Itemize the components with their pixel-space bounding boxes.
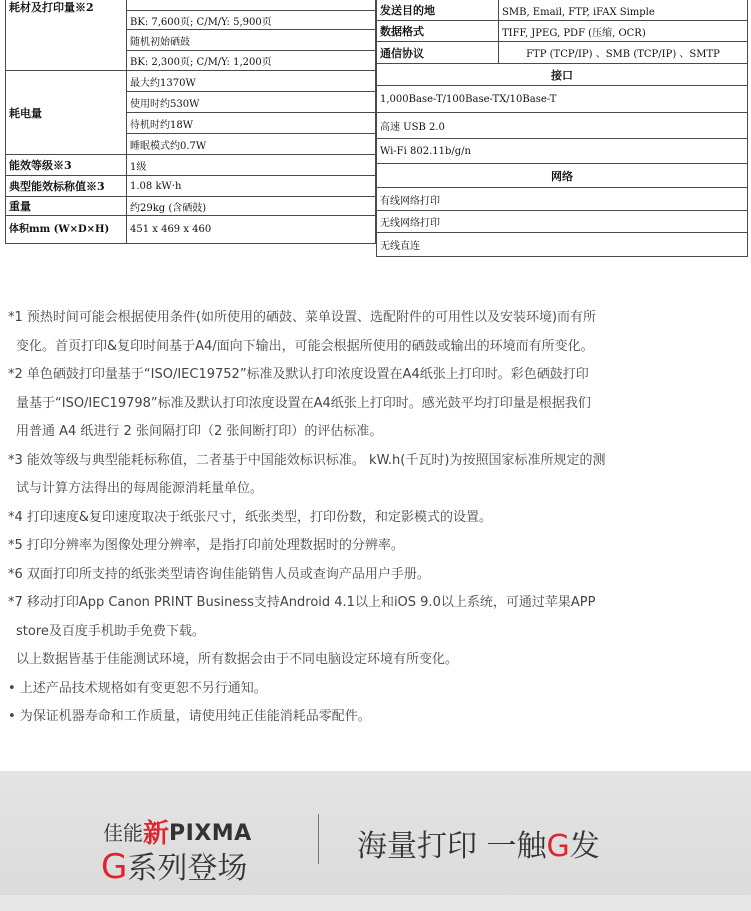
consumables-row: BK: 2,300页; C/M/Y: 1,200页: [127, 51, 376, 71]
banner-bottom-strip: [0, 895, 751, 911]
promo-banner: [0, 771, 751, 911]
disclaimer-bullet: • 上述产品技术规格如有变更恕不另行通知。: [8, 680, 267, 696]
brand-logo: [101, 807, 303, 887]
efficiency-value: 1级: [127, 155, 376, 176]
format-label: 数据格式: [377, 21, 499, 42]
banner-slogan: 海量打印 一触G发: [357, 829, 600, 864]
destination-value: SMB, Email, FTP, iFAX Simple: [499, 0, 748, 21]
consumables-label: 耗材及打印量※2: [6, 0, 127, 71]
consumables-row: 随机初始硒鼓: [127, 30, 376, 51]
footnote-3: *3 能效等级与典型能耗标称值，二者基于中国能效标识标准。 kW.h(千瓦时)为按照国家标准所规定的测 试与计算方法得出的每周能源消耗量单位。: [8, 452, 606, 496]
network-row: 无线网络打印: [377, 211, 748, 233]
power-row: 待机时约18W: [127, 113, 376, 134]
power-label: 耗电量: [6, 71, 127, 155]
brand-g: G: [101, 847, 128, 887]
footnote-1: *1 预热时间可能会根据使用条件(如所使用的硒鼓、菜单设置、选配附件的可用性以及安装环境)而有所 变化。首页打印&复印时间基于A4/面向下输出，可能会根据所使用的硒鼓或输出的环境而有所变化。: [8, 310, 597, 354]
brand-pixma: PIXMA: [169, 821, 252, 846]
power-row: 使用时约530W: [127, 92, 376, 113]
interface-row: 高速 USB 2.0: [377, 113, 748, 139]
weight-value: 约29kg (含硒鼓): [127, 197, 376, 216]
network-row: 无线直连: [377, 233, 748, 257]
brand-series: 系列登场: [127, 851, 248, 886]
power-row: 最大约1370W: [127, 71, 376, 92]
spec-table: [0, 0, 751, 263]
interface-row: 1,000Base-T/100Base-TX/10Base-T: [377, 86, 748, 113]
interface-header: 接口: [377, 64, 748, 86]
dimensions-label: 体积mm (W×D×H): [6, 216, 127, 244]
protocol-label: 通信协议: [377, 42, 499, 64]
footnote-general: 以上数据皆基于佳能测试环境，所有数据会由于不同电脑设定环境有所变化。: [16, 652, 459, 667]
dimensions-value: 451 x 469 x 460: [127, 216, 376, 244]
footnote-5: *5 打印分辨率为图像处理分辨率，是指打印前处理数据时的分辨率。: [8, 538, 404, 553]
weight-label: 重量: [6, 197, 127, 216]
footnote-4: *4 打印速度&复印速度取决于纸张尺寸，纸张类型，打印份数，和定影模式的设置。: [8, 509, 493, 525]
network-row: 有线网络打印: [377, 188, 748, 211]
format-value: TIFF, JPEG, PDF (压缩, OCR): [499, 21, 748, 42]
banner-divider: [318, 814, 319, 864]
footnote-6: *6 双面打印所支持的纸张类型请咨询佳能销售人员或查询产品用户手册。: [8, 566, 430, 582]
tec-label: 典型能效标称值※3: [6, 176, 127, 197]
network-header: 网络: [377, 164, 748, 188]
brand-new: 新: [143, 819, 170, 849]
destination-label: 发送目的地: [377, 0, 499, 21]
tec-value: 1.08 kW·h: [127, 176, 376, 197]
brand-prefix: 佳能: [103, 821, 143, 845]
interface-row: Wi-Fi 802.11b/g/n: [377, 139, 748, 164]
power-row: 睡眠模式约0.7W: [127, 134, 376, 155]
footnotes: [8, 304, 744, 732]
efficiency-label: 能效等级※3: [6, 155, 127, 176]
spec-table-right: [376, 0, 748, 257]
consumables-row: BK: 7,600页; C/M/Y: 5,900页: [127, 11, 376, 30]
spec-table-left: [5, 0, 376, 244]
footnote-7: *7 移动打印App Canon PRINT Business支持Android 4.1以上和iOS 9.0以上系统，可通过苹果APP store及百度手机助手免费下载。: [8, 595, 596, 639]
footnote-2: *2 单色硒鼓打印量基于“ISO/IEC19752”标准及默认打印浓度设置在A4纸张上打印时。彩色硒鼓打印 量基于“ISO/IEC19798”标准及默认打印浓度设置在A4纸张上打印时。感光鼓平均打印量是根据我们 用普通 A4 纸进行 2 张间隔打印（2 张间断打印）的评估标准。: [8, 367, 591, 439]
disclaimer-bullet: • 为保证机器寿命和工作质量，请使用纯正佳能消耗品零配件。: [8, 709, 371, 724]
protocol-value: FTP (TCP/IP) 、SMB (TCP/IP) 、SMTP: [499, 42, 748, 64]
